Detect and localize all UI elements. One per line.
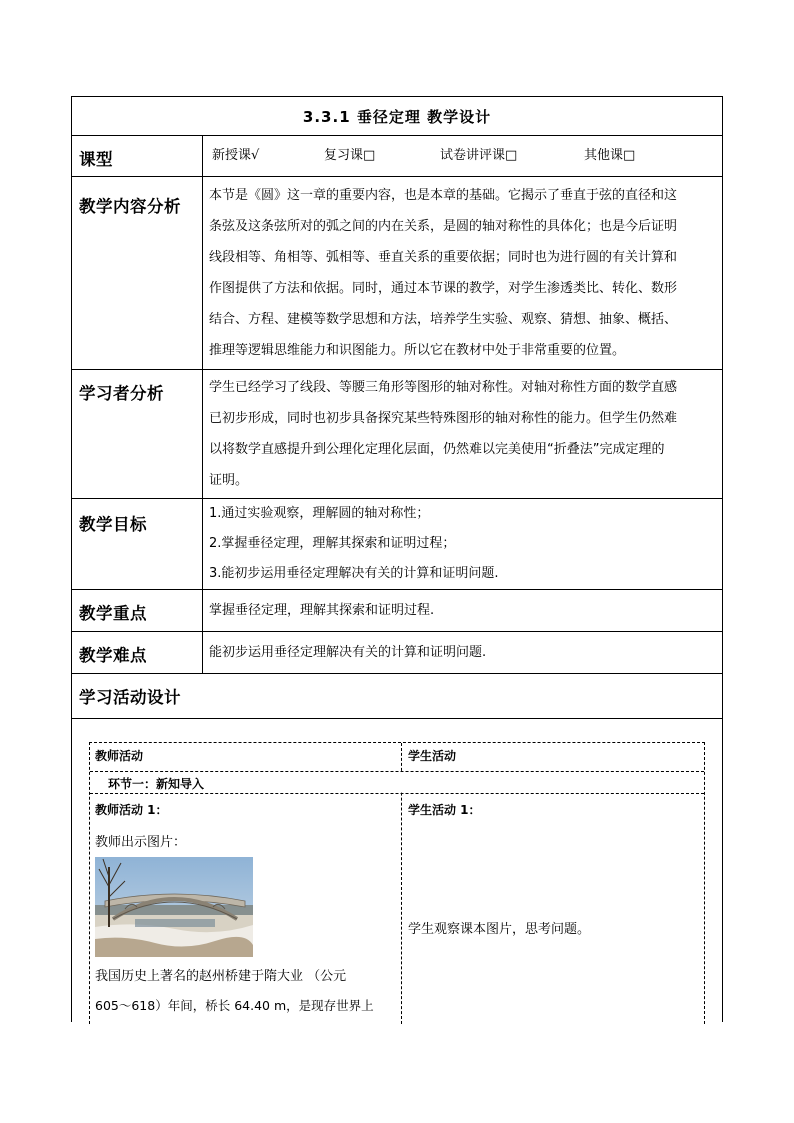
teacher-text-line: 605～618）年间，桥长 64.40 m，是现存世界上 xyxy=(95,998,374,1013)
course-type-option: 其他课□ xyxy=(584,148,636,163)
activity-design-label: 学习活动设计 xyxy=(79,688,181,707)
student-activity-1-title: 学生活动 1： xyxy=(408,803,481,817)
course-type-option: 试卷讲评课□ xyxy=(440,148,518,163)
text-line: 2.掌握垂径定理，理解其探索和证明过程； xyxy=(209,536,456,551)
key-points-text: 掌握垂径定理，理解其探索和证明过程. xyxy=(209,603,435,618)
objectives-text xyxy=(209,499,716,589)
teacher-activity-1-title: 教师活动 1： xyxy=(95,803,168,817)
course-type-row xyxy=(72,136,722,177)
key-points-row xyxy=(72,590,722,632)
key-points-label: 教学重点 xyxy=(79,604,147,623)
title-row xyxy=(72,97,722,136)
text-line: 1.通过实验观察，理解圆的轴对称性； xyxy=(209,506,430,521)
text-line: 条弦及这条弦所对的弧之间的内在关系，是圆的轴对称性的具体化；也是今后证明 xyxy=(209,219,678,234)
teacher-activity-header: 教师活动 xyxy=(95,749,144,763)
content-analysis-text xyxy=(209,180,716,366)
learner-analysis-text xyxy=(209,372,716,496)
text-line: 3.能初步运用垂径定理解决有关的计算和证明问题. xyxy=(209,566,499,581)
text-line: 学生已经学习了线段、等腰三角形等图形的轴对称性。对轴对称性方面的数学直感 xyxy=(209,380,678,395)
objectives-label: 教学目标 xyxy=(79,515,147,534)
content-analysis-label: 教学内容分析 xyxy=(79,197,181,216)
learner-analysis-label: 学习者分析 xyxy=(79,384,164,403)
activity-design-row xyxy=(72,674,722,719)
objectives-row xyxy=(72,499,722,590)
difficulties-row xyxy=(72,632,722,674)
text-line: 线段相等、角相等、弧相等、垂直关系的重要依据；同时也为进行圆的有关计算和 xyxy=(209,250,678,265)
section-title: 环节一：新知导入 xyxy=(108,777,205,791)
text-line: 本节是《圆》这一章的重要内容，也是本章的基础。它揭示了垂直于弦的直径和这 xyxy=(209,188,678,203)
teacher-text-line: 我国历史上著名的赵州桥建于隋大业 （公元 xyxy=(95,969,347,984)
difficulties-label: 教学难点 xyxy=(79,646,147,665)
teacher-show-image-text: 教师出示图片： xyxy=(95,835,187,850)
course-type-option: 新授课√ xyxy=(212,148,260,163)
text-line: 已初步形成，同时也初步具备探究某些特殊图形的轴对称性的能力。但学生仍然难 xyxy=(209,411,678,426)
course-type-label: 课型 xyxy=(79,150,113,169)
zhaozhou-bridge-image xyxy=(95,857,253,957)
page-title: 3.3.1 垂径定理 教学设计 xyxy=(302,108,492,126)
student-activity-1-text: 学生观察课本图片，思考问题。 xyxy=(408,922,591,937)
text-line: 作图提供了方法和依据。同时，通过本节课的教学，对学生渗透类比、转化、数形 xyxy=(209,281,678,296)
learner-analysis-row xyxy=(72,370,722,499)
text-line: 以将数学直感提升到公理化定理化层面，仍然难以完美使用“折叠法”完成定理的 xyxy=(209,442,665,457)
difficulties-text: 能初步运用垂径定理解决有关的计算和证明问题. xyxy=(209,645,487,660)
text-line: 证明。 xyxy=(209,473,249,488)
text-line: 结合、方程、建模等数学思想和方法，培养学生实验、观察、猜想、抽象、概括、 xyxy=(209,312,678,327)
text-line: 推理等逻辑思维能力和识图能力。所以它在教材中处于非常重要的位置。 xyxy=(209,343,626,358)
lesson-plan-table xyxy=(71,96,723,1022)
activity-table xyxy=(89,742,705,1024)
course-type-option: 复习课□ xyxy=(324,148,376,163)
content-analysis-row xyxy=(72,177,722,370)
student-activity-header: 学生活动 xyxy=(408,749,457,763)
